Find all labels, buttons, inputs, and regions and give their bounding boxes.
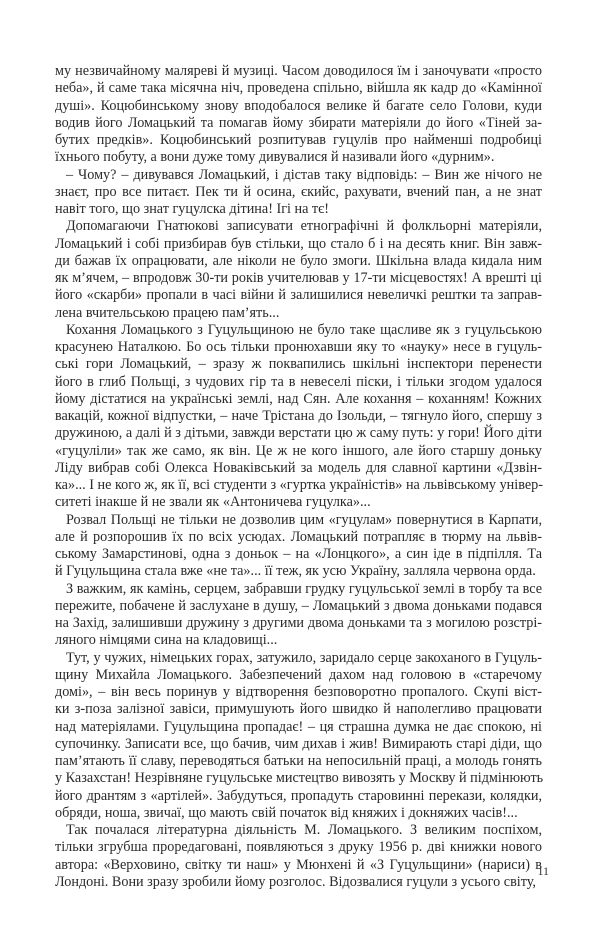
- text-line: ди бажав їх опрацювати, але ніколи не було змоги. Шкільна влада кидала ним: [55, 252, 542, 269]
- text-line: йому дістатися на українські землі, над Сян. Але кохання – коханням! Кожних: [55, 390, 542, 407]
- text-line: му незвичайному маляреві й музиці. Часом доводилося їм і заночувати «просто: [55, 63, 542, 79]
- text-line: навіт того, що знат гуцулска дітина! Ігі на тє!: [55, 201, 329, 217]
- text-line: пам’ятають її славу, переводяться батьки на непосильній праці, а молодь гонять: [55, 753, 542, 769]
- text-line: його «скарби» пропали в часі війни й залишилися невеличкі рештки та заправ-: [55, 287, 542, 304]
- text-line: лена вчительською працею пам’ять...: [55, 304, 280, 321]
- text-line: Ліду вибрав собі Олекса Новаківський за модель для славної картини «Дзвін-: [55, 459, 542, 476]
- paragraph: [55, 581, 542, 650]
- text-line: його в глиб Польщі, з чудових гір та в невеселі піски, і тільки згодом удалося: [55, 373, 542, 390]
- paragraph: [55, 822, 542, 891]
- text-line: бутих предків». Коцюбинський розпитував гуцулів про найменші подробиці: [55, 132, 542, 148]
- text-line: дружиною, а далі й з дітьми, завжди верстати цю ж саму путь: у гори! Його діти: [55, 425, 542, 442]
- text-line: домі», – він весь поринув у відтворення безповоротно пропалого. Скупі віст-: [55, 684, 542, 700]
- text-line: – Чому? – дивувався Ломацький, і дістав таку відповідь: – Вин же нічого не: [66, 166, 542, 183]
- text-line: знаєт, про все питаєт. Пек ти й осина, єкийс, рахувати, вчений пан, а не знат: [55, 183, 542, 200]
- page-body: [55, 63, 542, 891]
- text-line: пережите, побачене й заслухане в душу, – Ломацький з двома доньками подався: [55, 597, 542, 614]
- text-line: Допомагаючи Гнатюкові записувати етнографічні й фолкльорні матеріяли,: [66, 218, 542, 235]
- text-line: їхнього побуту, а вони дуже тому дивувалися й називали його «дурним».: [55, 149, 495, 166]
- text-line: у Казахстан! Незрівняне гуцульське мистецтво вивозять у Москву й підмінюють: [55, 770, 544, 787]
- paragraph: [55, 650, 542, 823]
- page-number: 11: [537, 864, 549, 878]
- text-line: ки з-поза залізної завіси, примушують його швидко й наполегливо працювати: [55, 701, 542, 718]
- text-line: Розвал Польщі не тільки не дозволив цим «гуцулам» повернутися в Карпати,: [66, 511, 542, 528]
- paragraph: [55, 63, 542, 167]
- text-line: обряди, ноша, звичаї, що мають свій початок від княжих і докняжих часів!...: [55, 804, 518, 821]
- text-line: З важким, як камінь, серцем, забравши грудку гуцульської землі в торбу та все: [66, 580, 542, 597]
- text-line: й Гуцульщина стала вже «не та»... її теж, як усю Україну, залляла червона орда.: [55, 563, 536, 580]
- text-line: супочинку. Записати все, що бачив, чим дихав і жив! Вимирають старі діди, що: [55, 735, 542, 752]
- paragraph: [55, 167, 542, 219]
- text-line: ляного німцями сина на кладовищі...: [55, 632, 278, 649]
- text-line: над матеріялами. Гуцульщина пропадає! – ця страшна думка не дає спокою, ні: [55, 718, 542, 735]
- paragraph: [55, 218, 542, 322]
- text-line: тільки згрубша проредаговані, появляються з друку 1956 р. дві книжки нового: [55, 839, 542, 856]
- text-line: щину Михайла Ломацького. Забезпечений дахом над головою в «старечому: [55, 666, 542, 683]
- text-line: Так почалася літературна діяльність М. Ломацького. З великим поспіхом,: [66, 822, 542, 838]
- text-line: його дрантям з «артілей». Забудуться, пропадуть старовинні перекази, колядки,: [55, 787, 542, 804]
- text-line: ситеті інакше й не звали як «Антоничева гуцулка»...: [55, 494, 371, 511]
- text-line: ка»... І не кого ж, як її, всі студенти з «гуртка україністів» на львівському універ-: [55, 477, 543, 493]
- text-line: як м’ячем, – впродовж 30-ти років учителював у 17-ти місцевостях! А врешті ці: [55, 270, 542, 286]
- text-line: «гуцуліли» так же само, як він. Це ж не кого іншого, але його старшу доньку: [55, 442, 542, 459]
- text-line: неба», й саме така місячна ніч, проведена спільно, війшла як кадр до «Камінної: [55, 80, 542, 97]
- text-line: на Захід, залишивши дружину з другими двома доньками та з могилою розстрі-: [55, 615, 542, 631]
- text-line: Тут, у чужих, німецьких горах, затужило, заридало серце закоханого в Гуцуль-: [66, 649, 542, 666]
- paragraph: [55, 512, 542, 581]
- text-line: Лондоні. Вони зразу зробили йому розголос. Відозвалися гуцули з усього світу,: [55, 873, 536, 890]
- text-line: водив його Ломацький та помагав йому збирати матеріяли до його «Тіней за-: [55, 114, 542, 131]
- text-line: ському Замарстинові, одна з доньок – на «Лонцкого», а син іде в підпілля. Та: [55, 546, 542, 562]
- text-line: Кохання Ломацького з Гуцульщиною не було таке щасливе як з гуцульською: [66, 321, 542, 338]
- text-line: Ломацький і собі призбирав був стільки, що стало б і на десять книг. Він завж-: [55, 235, 542, 252]
- text-line: вакацій, кожної відпустки, – наче Трістана до Ізольди, – тягнуло його, спершу з: [55, 408, 542, 424]
- text-line: автора: «Верховино, світку ти наш» у Мюнхені й «З Гуцульщини» (нариси) в: [55, 856, 542, 873]
- paragraph: [55, 322, 542, 512]
- text-line: душі». Коцюбинському знову вподобалося велике й багате село Голови, куди: [55, 97, 542, 114]
- text-line: ські гори Ломацький, – зразу ж поквапились шкільні інспектори перенести: [55, 356, 542, 373]
- text-line: красунею Наталкою. Бо ось тільки пронюхавши яку то «науку» несе в гуцуль-: [55, 339, 542, 355]
- text-line: але й розпорошив їх по всіх усюдах. Ломацький потрапляє в тюрму на львів-: [55, 528, 542, 545]
